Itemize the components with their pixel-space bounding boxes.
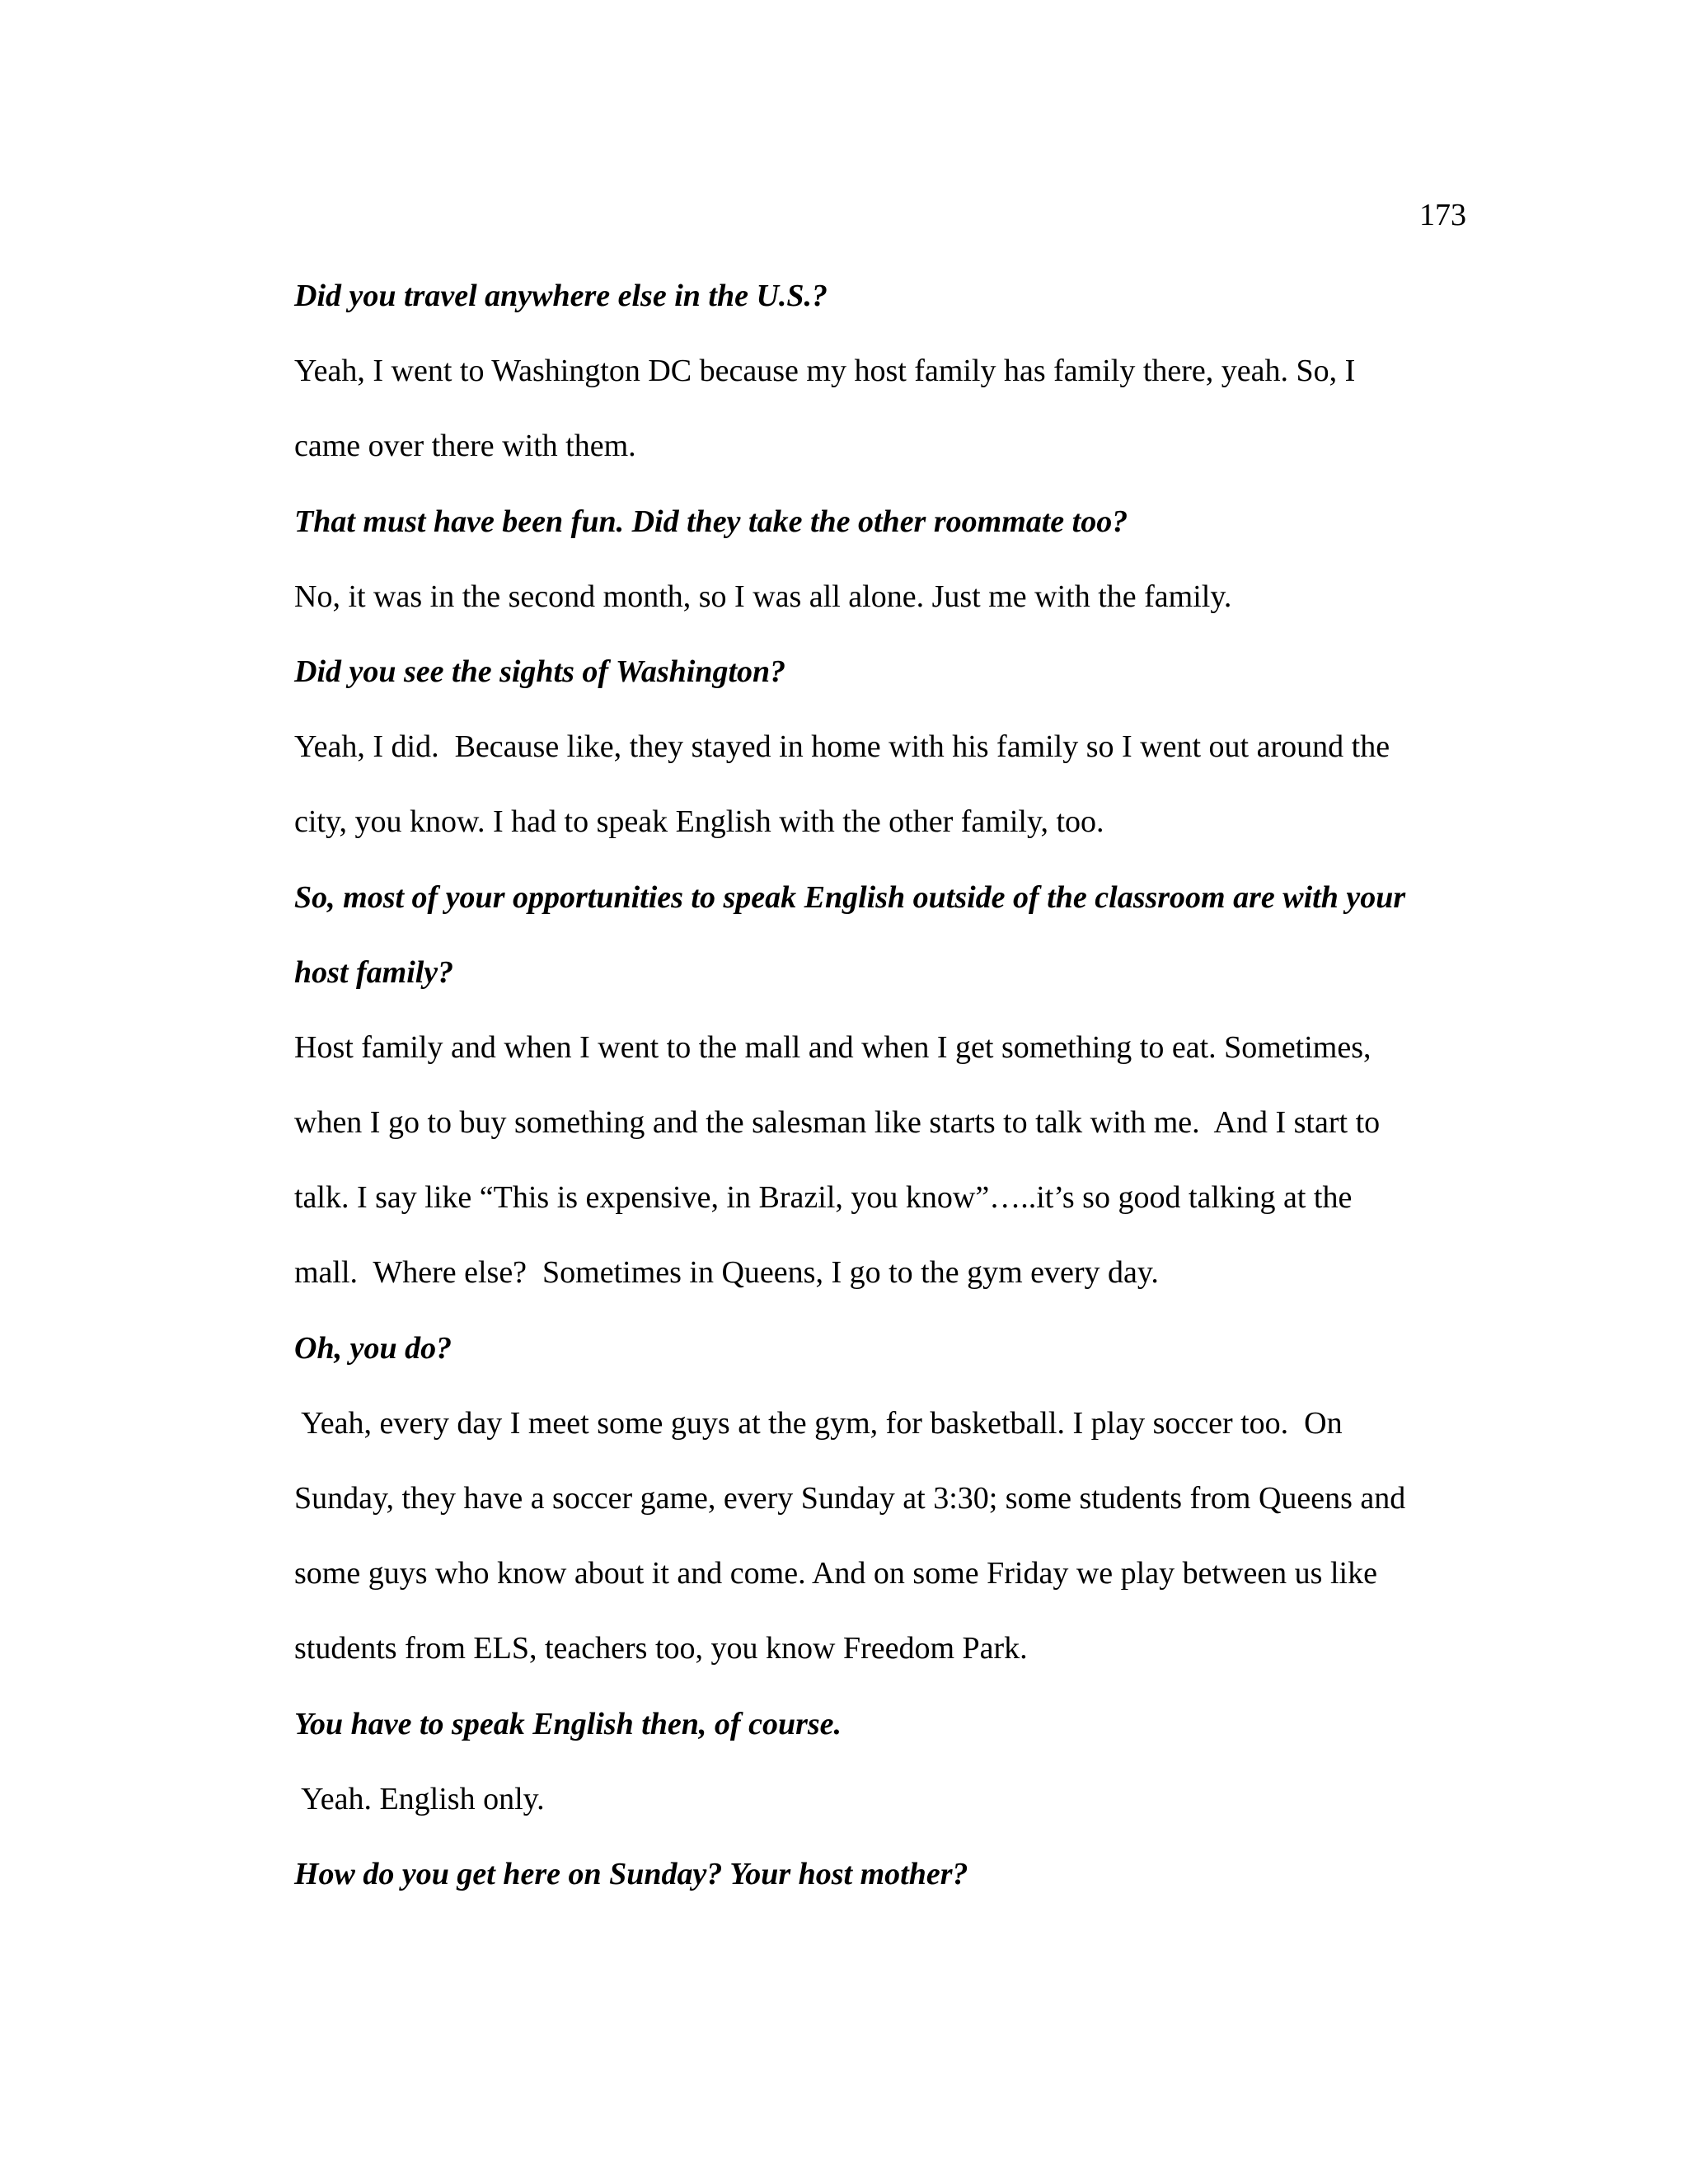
respondent-answer-line: when I go to buy something and the salesman like starts to talk with me. And I start to [294, 1105, 1381, 1141]
interviewer-question: You have to speak English then, of course. [294, 1706, 842, 1741]
respondent-answer-line: No, it was in the second month, so I was all alone. Just me with the family. [294, 579, 1232, 614]
interviewer-question: host family? [294, 954, 454, 990]
interviewer-question: So, most of your opportunities to speak English outside of the classroom are with your [294, 879, 1406, 915]
interviewer-question: Oh, you do? [294, 1330, 452, 1366]
respondent-answer-line: Yeah, every day I meet some guys at the gym, for basketball. I play soccer too. On [294, 1405, 1343, 1441]
respondent-answer-line: mall. Where else? Sometimes in Queens, I go to the gym every day. [294, 1255, 1159, 1291]
respondent-answer-line: some guys who know about it and come. And on some Friday we play between us like [294, 1556, 1377, 1591]
respondent-answer-line: Yeah, I went to Washington DC because my host family has family there, yeah. So, I [294, 354, 1356, 389]
interview-transcript [294, 259, 1465, 1912]
respondent-answer-line: talk. I say like “This is expensive, in Brazil, you know”…..it’s so good talking at the [294, 1180, 1353, 1216]
respondent-answer-line: students from ELS, teachers too, you know Freedom Park. [294, 1631, 1028, 1666]
respondent-answer-line: Yeah, I did. Because like, they stayed in home with his family so I went out around the [294, 729, 1390, 765]
interviewer-question: Did you travel anywhere else in the U.S.? [294, 279, 828, 313]
respondent-answer-line: came over there with them. [294, 429, 636, 464]
respondent-answer-line: Yeah. English only. [294, 1781, 545, 1816]
interviewer-question: Did you see the sights of Washington? [294, 654, 786, 689]
page-number: 173 [1419, 198, 1466, 232]
respondent-answer-line: Host family and when I went to the mall and when I get something to eat. Sometimes, [294, 1029, 1372, 1065]
respondent-answer-line: city, you know. I had to speak English with the other family, too. [294, 804, 1104, 840]
respondent-answer-line: Sunday, they have a soccer game, every Sunday at 3:30; some students from Queens and [294, 1481, 1406, 1516]
interviewer-question: That must have been fun. Did they take the other roommate too? [294, 504, 1128, 539]
interviewer-question: How do you get here on Sunday? Your host mother? [294, 1856, 968, 1891]
